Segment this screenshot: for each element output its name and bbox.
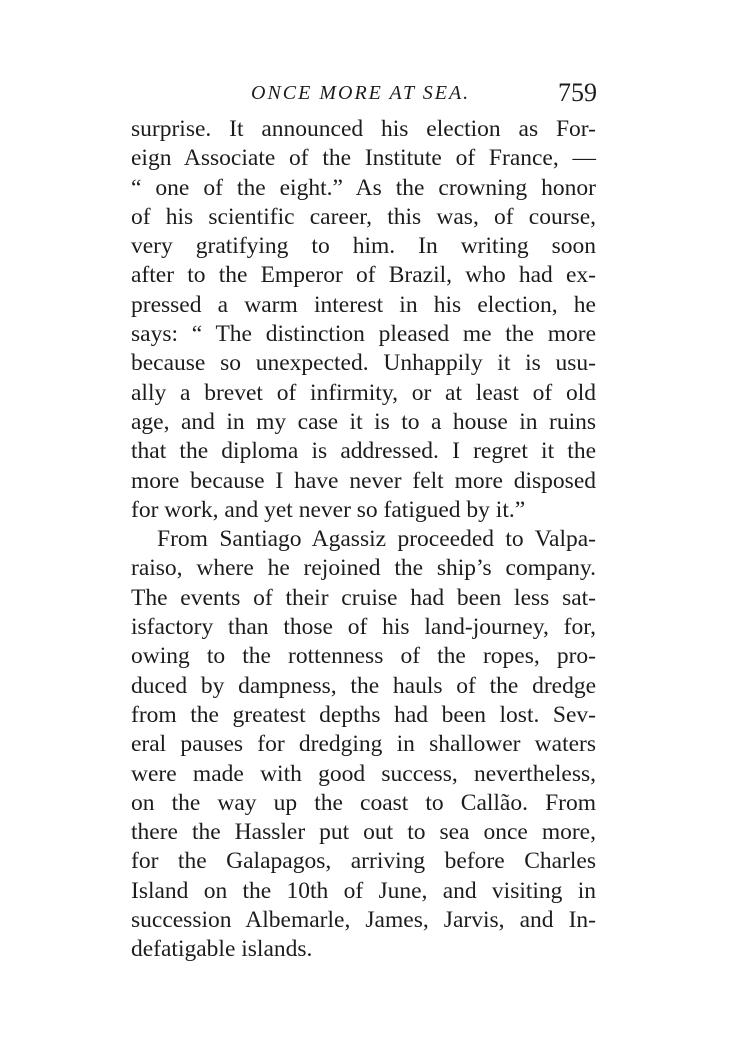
running-head — [130, 78, 597, 112]
text-line: Island on the 10th of June, and visiting in — [131, 877, 596, 904]
text-line: From Santiago Agassiz proceeded to Valpa- — [157, 526, 596, 553]
text-line: of his scientific career, this was, of course, — [131, 203, 596, 230]
paragraph-1 — [131, 115, 596, 525]
text-line: The events of their cruise had been less sat- — [131, 584, 596, 611]
text-line: isfactory than those of his land-journey, for, — [131, 614, 596, 641]
text-line: because so unexpected. Unhappily it is usu- — [131, 350, 596, 377]
text-line: owing to the rottenness of the ropes, pro- — [131, 643, 596, 670]
text-line: on the way up the coast to Callão. From — [131, 789, 596, 816]
text-line: pressed a warm interest in his election, he — [131, 291, 596, 318]
text-line: from the greatest depths had been lost. Sev- — [131, 701, 596, 728]
text-line: age, and in my case it is to a house in ruins — [131, 408, 596, 435]
text-line: says: “ The distinction pleased me the more — [131, 321, 596, 348]
running-title: ONCE MORE AT SEA. — [251, 82, 471, 104]
text-line: for work, and yet never so fatigued by it.” — [131, 496, 526, 523]
text-line: more because I have never felt more disposed — [131, 467, 596, 494]
text-line: after to the Emperor of Brazil, who had ex- — [131, 262, 596, 289]
text-line: defatigable islands. — [131, 936, 313, 963]
text-line: there the Hassler put out to sea once more, — [131, 819, 596, 846]
text-line: ally a brevet of infirmity, or at least of old — [131, 379, 596, 406]
paragraph-2 — [131, 525, 596, 964]
text-line: that the diploma is addressed. I regret it the — [131, 438, 596, 465]
text-line: succession Albemarle, James, Jarvis, and In- — [131, 907, 596, 934]
body-text — [131, 115, 596, 965]
text-line: raiso, where he rejoined the ship’s company. — [131, 555, 596, 582]
text-line: duced by dampness, the hauls of the dredge — [131, 672, 596, 699]
text-line: very gratifying to him. In writing soon — [131, 233, 596, 260]
text-line: eign Associate of the Institute of France, — — [131, 145, 596, 172]
text-line: for the Galapagos, arriving before Charles — [131, 848, 596, 875]
text-line: eral pauses for dredging in shallower waters — [131, 731, 596, 758]
page-number: 759 — [558, 78, 597, 107]
text-line: surprise. It announced his election as For- — [131, 116, 596, 142]
text-line: “ one of the eight.” As the crowning honor — [131, 174, 596, 201]
text-line: were made with good success, nevertheless, — [131, 760, 596, 787]
